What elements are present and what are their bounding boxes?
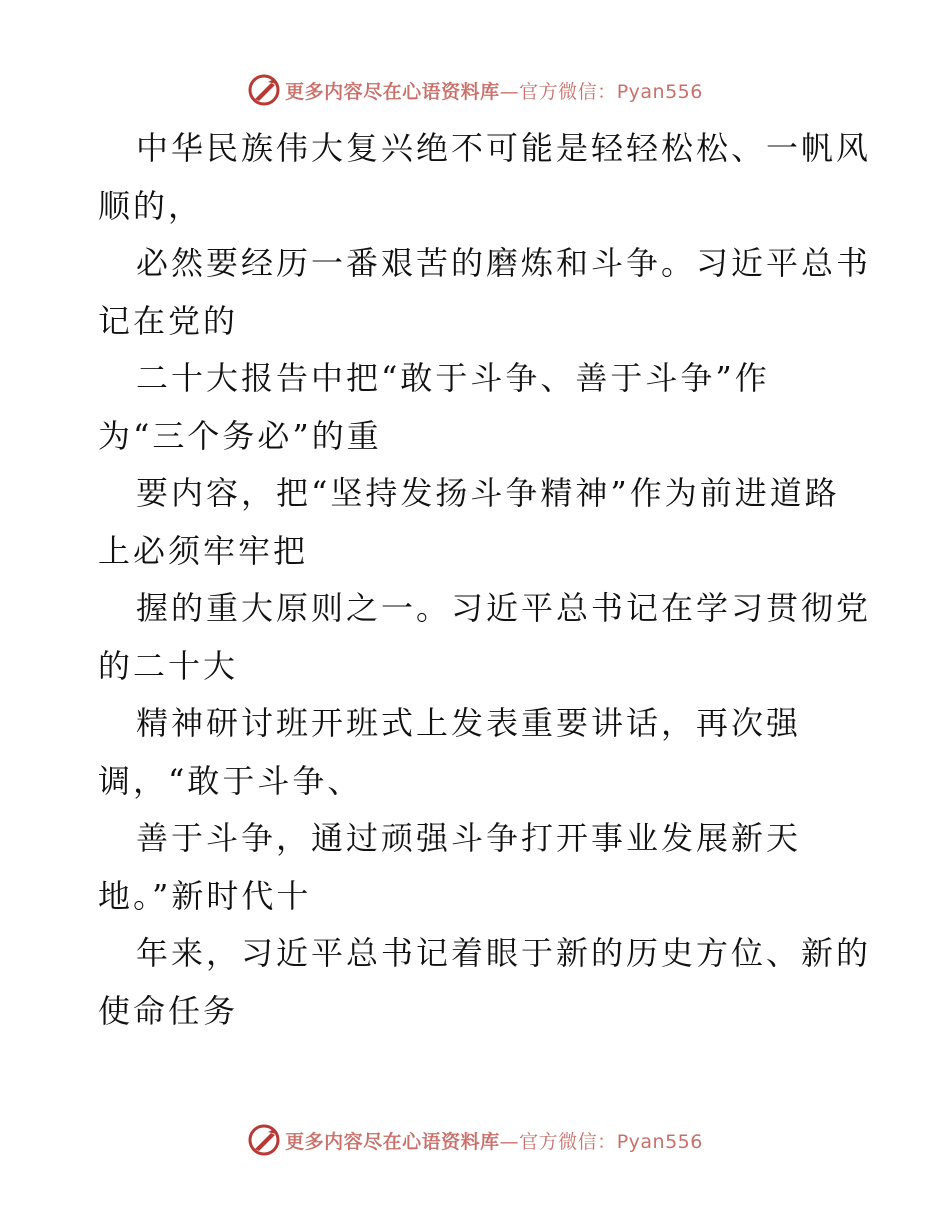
pen-logo-icon bbox=[247, 73, 281, 107]
document-body bbox=[98, 120, 872, 1040]
text-line: 必然要经历一番艰苦的磨炼和斗争。习近平总书 bbox=[136, 244, 872, 282]
text-line: 为“三个务必”的重 bbox=[98, 416, 382, 455]
banner-dash: — bbox=[499, 1130, 520, 1153]
footer-banner bbox=[0, 1120, 950, 1160]
text-line: 记在党的 bbox=[98, 301, 239, 340]
text-line: 要内容，把“坚持发扬斗争精神”作为前进道路 bbox=[136, 474, 840, 512]
text-line: 二十大报告中把“敢于斗争、善于斗争”作 bbox=[136, 359, 770, 397]
text-line: 握的重大原则之一。习近平总书记在学习贯彻党 bbox=[136, 589, 872, 627]
pen-logo-icon bbox=[247, 1123, 281, 1157]
header-banner bbox=[0, 70, 950, 110]
banner-wechat-label: 官方微信： bbox=[519, 80, 617, 103]
text-line: 年来，习近平总书记着眼于新的历史方位、新的 bbox=[136, 934, 872, 972]
banner-dash: — bbox=[499, 80, 520, 103]
text-line: 调，“敢于斗争、 bbox=[98, 761, 363, 800]
text-line: 中华民族伟大复兴绝不可能是轻轻松松、一帆风 bbox=[136, 129, 872, 167]
text-line: 的二十大 bbox=[98, 646, 239, 685]
text-line: 地。”新时代十 bbox=[98, 876, 312, 915]
text-line: 精神研讨班开班式上发表重要讲话，再次强 bbox=[136, 704, 802, 742]
text-line: 使命任务 bbox=[98, 991, 239, 1030]
banner-site-name: 更多内容尽在心语资料库 bbox=[285, 1130, 500, 1153]
text-line: 上必须牢牢把 bbox=[98, 531, 309, 570]
banner-site-name: 更多内容尽在心语资料库 bbox=[285, 80, 500, 103]
text-line: 顺的， bbox=[98, 186, 204, 225]
banner-wechat-id: Pyan556 bbox=[616, 1130, 703, 1153]
banner-wechat-id: Pyan556 bbox=[616, 80, 703, 103]
text-line: 善于斗争，通过顽强斗争打开事业发展新天 bbox=[136, 819, 802, 857]
banner-wechat-label: 官方微信： bbox=[519, 1130, 617, 1153]
